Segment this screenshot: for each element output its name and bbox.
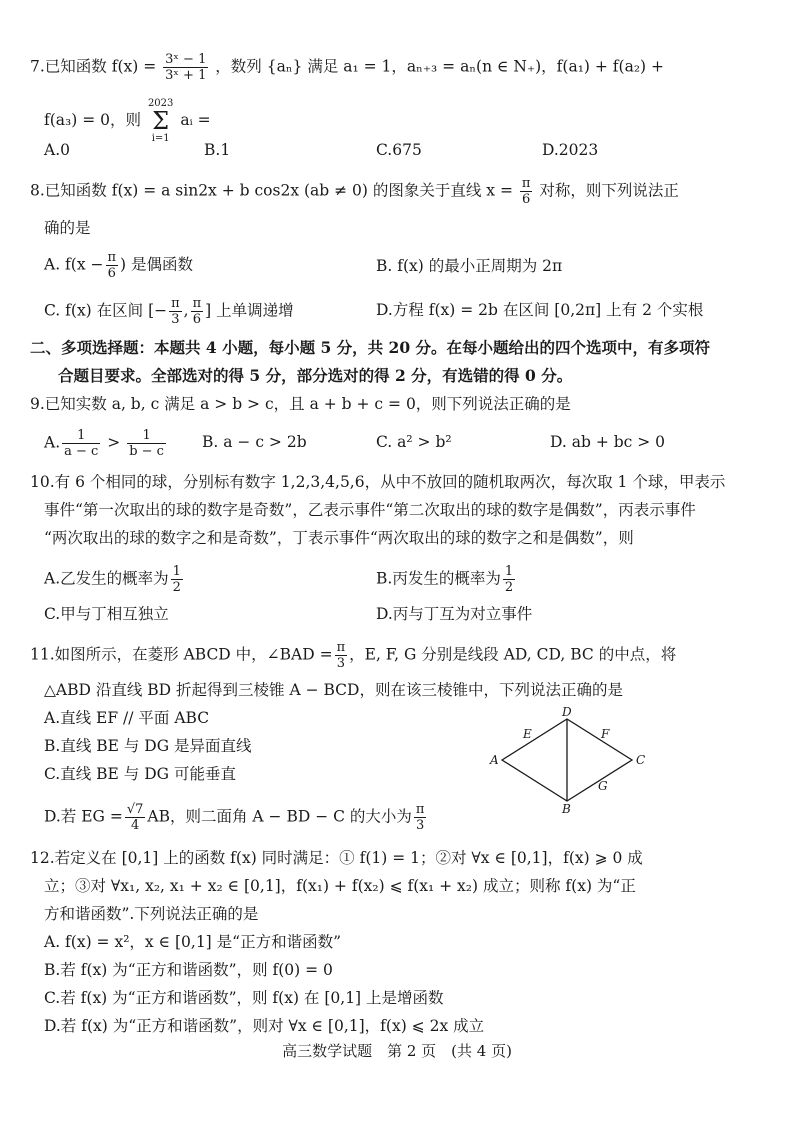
q8-option-a [44, 250, 193, 281]
q8-opta-text-b: ) 是偶函数 [120, 255, 194, 274]
q8-frac-den: 6 [522, 192, 531, 207]
q7-text-d: aᵢ = [180, 111, 211, 129]
q9-opta-fraction-2 [127, 428, 166, 459]
section2-heading-line1: 二、多项选择题：本题共 4 小题，每小题 5 分，共 20 分。在每小题给出的四个选项中，有多项符 [30, 338, 711, 357]
q11-stem-line1 [30, 640, 676, 671]
q7-stem-line2 [44, 98, 211, 144]
q11-optd-den2: 3 [416, 818, 425, 833]
q11-option-d [44, 802, 428, 833]
q8-optc-comma: , [183, 301, 189, 320]
q11-text-a: 11.如图所示，在菱形 ABCD 中，∠BAD = [30, 645, 333, 664]
q9-stem: 9.已知实数 a, b, c 满足 a > b > c，且 a + b + c = 0，则下列说法正确的是 [30, 395, 571, 413]
section2-heading-line2: 合题目要求。全部选对的得 5 分，部分选对的得 2 分，有选错的得 0 分。 [58, 366, 573, 385]
q9-opta-gt: > [107, 433, 121, 452]
q8-stem-line1 [30, 176, 679, 207]
q8-optc-text-b: ] 上单调递增 [205, 301, 294, 320]
q7-text-c: f(a₃) = 0，则 [44, 111, 141, 129]
q8-optc-den1: 3 [171, 312, 180, 327]
q11-optd-den1: 4 [130, 818, 140, 833]
label-g: G [598, 779, 608, 793]
q7-option-d: D.2023 [542, 141, 599, 159]
q9-option-b: B. a − c > 2b [202, 433, 307, 451]
q11-option-b: B.直线 BE 与 DG 是异面直线 [44, 737, 252, 755]
q10-option-c: C.甲与丁相互独立 [44, 605, 169, 623]
q11-fraction [335, 640, 348, 671]
q9-option-c: C. a² > b² [376, 433, 452, 451]
q11-optd-num2: π [415, 802, 425, 817]
q9-opta-num2: 1 [127, 428, 166, 444]
q8-optc-fraction-1 [169, 296, 182, 327]
q8-text-a: 8.已知函数 f(x) = a sin2x + b cos2x (ab ≠ 0) 的图象关于直线 x = [30, 181, 513, 200]
q11-optd-text-a: D.若 EG = [44, 807, 123, 826]
q10-optb-text: B.丙发生的概率为 [376, 569, 501, 588]
q8-opta-den: 6 [107, 266, 116, 281]
q12-option-c: C.若 f(x) 为“正方和谐函数”，则 f(x) 在 [0,1] 上是增函数 [44, 989, 444, 1007]
q7-option-c: C.675 [376, 141, 422, 159]
q10-stem-line1: 10.有 6 个相同的球，分别标有数字 1,2,3,4,5,6，从中不放回的随机取两次，每次取 1 个球，甲表示 [30, 473, 726, 491]
q9-opta-num1: 1 [62, 428, 100, 444]
q7-text-a: 7.已知函数 f(x) = [30, 57, 157, 76]
q7-frac-num: 3ˣ − 1 [165, 52, 207, 67]
q8-stem-line2: 确的是 [44, 219, 91, 237]
q10-opta-fraction [171, 564, 183, 595]
q11-optd-fraction-1 [125, 802, 146, 833]
q9-opta-fraction-1 [62, 428, 100, 459]
q9-opta-label: A. [44, 433, 61, 452]
q7-sum-upper: 2023 [147, 98, 174, 109]
q11-option-a: A.直线 EF // 平面 ABC [44, 709, 210, 727]
q10-option-a [44, 564, 185, 595]
q10-option-d: D.丙与丁互为对立事件 [376, 605, 533, 623]
q10-option-b [376, 564, 517, 595]
rhombus-figure [485, 706, 655, 816]
q7-stem-line1 [30, 52, 664, 83]
q11-stem-line2: △ABD 沿直线 BD 折起得到三棱锥 A − BCD，则在该三棱锥中，下列说法正确的是 [44, 681, 623, 699]
q8-option-d: D.方程 f(x) = 2b 在区间 [0,2π] 上有 2 个实根 [376, 301, 704, 319]
q7-sum-sigma: Σ [152, 107, 170, 135]
q10-opta-den: 2 [172, 580, 181, 595]
q8-option-c [44, 296, 294, 327]
label-c: C [636, 753, 646, 767]
q12-stem-line3: 方和谐函数”.下列说法正确的是 [44, 905, 259, 923]
q8-optc-text-a: C. f(x) 在区间 [− [44, 301, 168, 320]
q8-opta-num: π [107, 250, 117, 265]
q9-option-d: D. ab + bc > 0 [550, 433, 666, 451]
q8-optc-den2: 6 [192, 312, 202, 327]
q7-summation [148, 98, 173, 144]
q11-frac-den: 3 [336, 656, 345, 671]
q11-text-b: ，E, F, G 分别是线段 AD, CD, BC 的中点，将 [349, 645, 677, 664]
q12-option-a: A. f(x) = x²，x ∈ [0,1] 是“正方和谐函数” [44, 933, 342, 951]
q7-option-a: A.0 [44, 141, 70, 159]
q10-stem-line3: “两次取出的球的数字之和是奇数”，丁表示事件“两次取出的球的数字之和是偶数”，则 [44, 529, 634, 547]
q7-frac-den: 3ˣ + 1 [165, 68, 207, 83]
q11-optd-text-b: AB，则二面角 A − BD − C 的大小为 [147, 807, 412, 826]
q10-optb-den: 2 [504, 580, 514, 595]
q10-optb-fraction [503, 564, 515, 595]
q8-optc-fraction-2 [191, 296, 204, 327]
q11-frac-num: π [336, 640, 346, 655]
page-footer: 高三数学试题 第 2 页 (共 4 页) [282, 1042, 512, 1060]
q12-stem-line2: 立；③对 ∀x₁, x₂, x₁ + x₂ ∈ [0,1]，f(x₁) + f(x₂) ⩽ f(x₁ + x₂) 成立；则称 f(x) 为“正 [44, 877, 636, 895]
q12-stem-line1: 12.若定义在 [0,1] 上的函数 f(x) 同时满足：① f(1) = 1；②对 ∀x ∈ [0,1]，f(x) ⩾ 0 成 [30, 849, 643, 867]
q8-optc-num2: π [192, 296, 202, 311]
q10-optb-num: 1 [504, 564, 514, 579]
label-d: D [562, 706, 572, 719]
q7-fraction [163, 52, 208, 83]
q8-fraction [520, 176, 533, 207]
label-e: E [523, 727, 532, 741]
label-b: B [562, 802, 571, 816]
q12-option-d: D.若 f(x) 为“正方和谐函数”，则对 ∀x ∈ [0,1]，f(x) ⩽ 2x 成立 [44, 1017, 485, 1035]
q9-opta-den2: b − c [129, 444, 164, 459]
q11-optd-num1: √7 [126, 802, 144, 817]
q8-text-b: 对称，则下列说法正 [539, 181, 679, 200]
q7-text-b: ，数列 {aₙ} 满足 a₁ = 1，aₙ₊₃ = aₙ(n ∈ N₊)，f(a₁) + f(a₂) + [215, 57, 665, 76]
q11-optd-fraction-2 [414, 802, 427, 833]
q9-opta-den1: a − c [64, 444, 99, 459]
q8-opta-fraction [106, 250, 119, 281]
q11-option-c: C.直线 BE 与 DG 可能垂直 [44, 765, 236, 783]
q12-option-b: B.若 f(x) 为“正方和谐函数”，则 f(0) = 0 [44, 961, 333, 979]
q10-stem-line2: 事件“第一次取出的球的数字是奇数”，乙表示事件“第二次取出的球的数字是偶数”，丙表示事件 [44, 501, 696, 519]
q8-optc-num1: π [171, 296, 180, 311]
q8-frac-num: π [521, 176, 531, 191]
q10-opta-num: 1 [172, 564, 181, 579]
q7-option-b: B.1 [204, 141, 231, 159]
q8-option-b: B. f(x) 的最小正周期为 2π [376, 257, 563, 275]
q9-option-a [44, 428, 168, 459]
q10-opta-text: A.乙发生的概率为 [44, 569, 169, 588]
label-a: A [490, 753, 499, 767]
q7-sum-lower: i=1 [151, 133, 170, 144]
label-f: F [601, 727, 610, 741]
q8-opta-text-a: A. f(x − [44, 255, 104, 274]
